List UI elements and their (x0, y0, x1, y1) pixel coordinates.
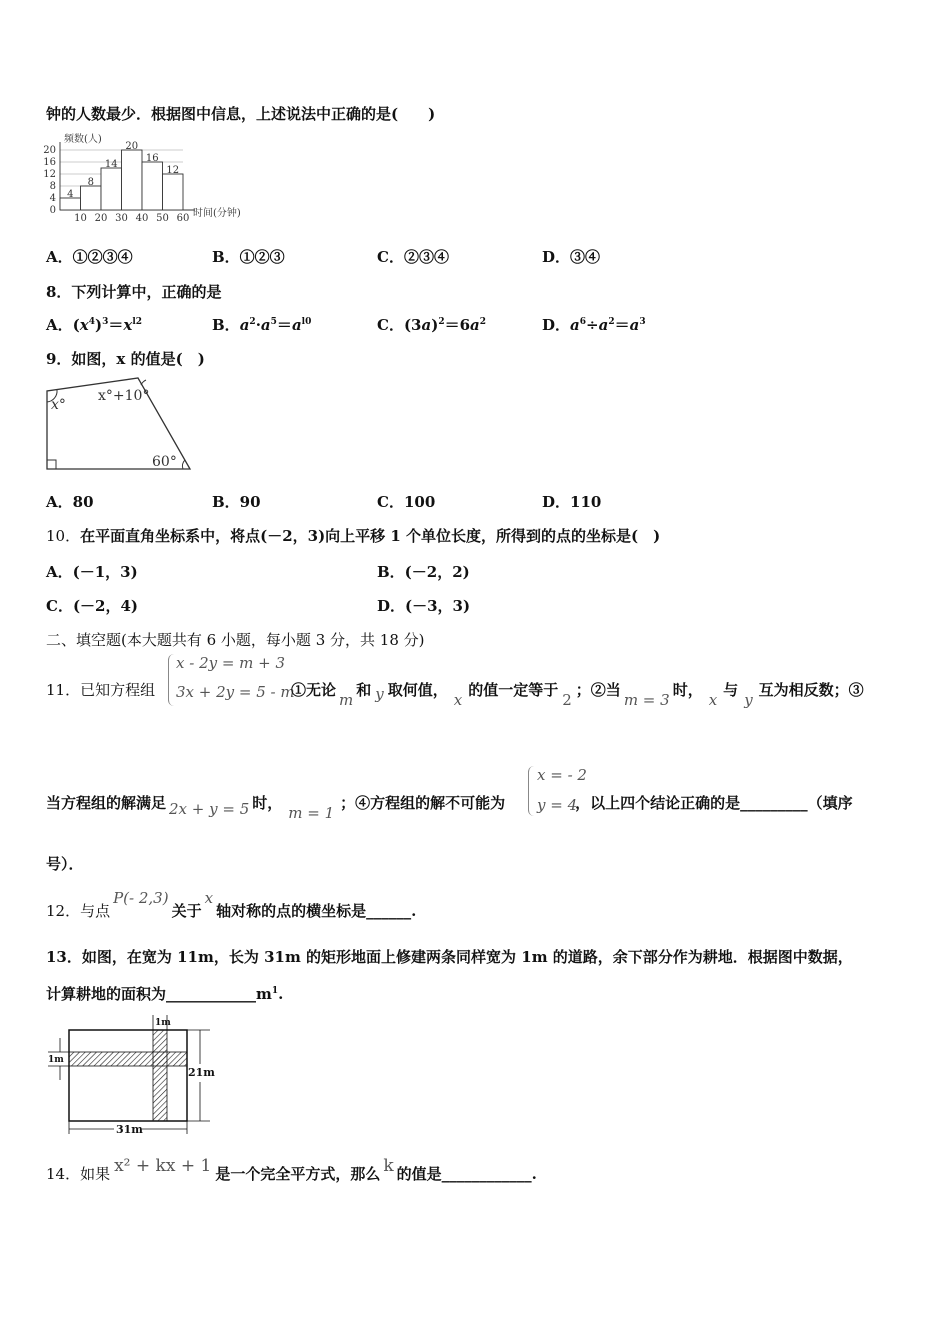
fig-bottom-label: 31m (116, 1123, 143, 1136)
q9-option-b[interactable]: B．90 (212, 493, 261, 511)
q11-line-1 (291, 679, 864, 709)
q7-option-d[interactable]: D．③④ (542, 248, 601, 266)
q12-x-axis: x (204, 889, 214, 907)
q11-t5: ；②当 (575, 681, 621, 699)
q11-t3: 取何值， (387, 681, 448, 699)
x-tick-30: 30 (115, 213, 128, 224)
q10-stem (46, 525, 660, 546)
q11-x: x (453, 691, 463, 709)
q11-solution-brace (528, 766, 535, 816)
x-axis-label: 时间(分钟) (193, 208, 241, 219)
q14-stem (46, 1156, 537, 1184)
angle-60-label: 60° (152, 454, 177, 470)
y-tick-8: 8 (49, 181, 56, 192)
y-tick-12: 12 (43, 169, 56, 180)
angle-x-label: x° (51, 397, 66, 413)
q7-option-c[interactable]: C．②③④ (377, 248, 449, 266)
q11-equation-2: 3x + 2y = 5 - m (176, 683, 295, 701)
q11-solution-x: x = - 2 (537, 766, 587, 784)
histogram-bar-2 (81, 186, 102, 210)
q8-option-b[interactable]: B．$a^2\cdot a^5=a^{l0}$ (212, 316, 312, 334)
q10-option-b[interactable]: B．(－2，2) (377, 563, 470, 581)
q8-option-b-prefix: B． (212, 316, 240, 334)
q8-option-d-prefix: D． (542, 316, 571, 334)
q11-solution-y: y = 4 (537, 796, 578, 814)
q14-b: 是一个完全平方式，那么 (215, 1165, 381, 1183)
q14-k: k (383, 1156, 394, 1176)
histogram-bar-3 (101, 168, 122, 210)
x-tick-20: 20 (94, 213, 108, 224)
fig-top-label: 1m (155, 1018, 171, 1028)
q11-t8: 互为相反数；③ (758, 681, 864, 699)
q11-number: 11．已知方程组 (46, 681, 156, 699)
y-tick-0: 0 (49, 205, 56, 216)
quadrilateral-figure (40, 372, 200, 477)
q11-2x-plus-y: 2x + y = 5 (169, 800, 250, 818)
q11-system-brace (168, 654, 175, 706)
q11-t7: 与 (723, 681, 739, 699)
q11-m-equals-3: m = 3 (623, 691, 670, 709)
q12-a: 12．与点 (46, 902, 111, 920)
fig-left-label: 1m (48, 1055, 64, 1065)
q14-c: 的值是____________. (396, 1165, 537, 1183)
q9-option-c[interactable]: C．100 (377, 493, 436, 511)
q12-point-p: P(- 2,3) (113, 889, 169, 907)
y-tick-16: 16 (43, 157, 56, 168)
field-road-figure (40, 1012, 220, 1137)
q11-two: 2 (562, 691, 572, 709)
q13-line-2 (46, 983, 283, 1004)
q11-t1: ①无论 (291, 681, 337, 699)
bar-label-2: 8 (87, 177, 94, 188)
q8-option-c-prefix: C． (377, 316, 404, 334)
bar-label-5: 16 (145, 153, 159, 164)
histogram-bar-6 (163, 174, 184, 210)
q8-option-d[interactable]: D．$a^6\div a^2=a^3$ (542, 316, 646, 334)
q10-option-a[interactable]: A．(－1，3) (46, 563, 138, 581)
y-tick-4: 4 (49, 193, 56, 204)
y-axis-label: 频数(人) (64, 134, 102, 145)
histogram-chart (40, 130, 255, 225)
q8-option-c[interactable]: C．$(3a)^2=6a^2$ (377, 316, 487, 334)
bar-label-3: 14 (104, 159, 118, 170)
q10-option-d[interactable]: D．(－3，3) (377, 597, 471, 615)
q10-text: 在平面直角坐标系中，将点(－2，3)向上平移 1 个单位长度，所得到的点的坐标是( ) (80, 527, 661, 545)
q12-c: 轴对称的点的横坐标是______. (216, 902, 417, 920)
q11-equation-1: x - 2y = m + 3 (176, 654, 286, 672)
q11-l2d: ，以上四个结论正确的是_________（填序 (575, 794, 853, 812)
q11-m-equals-1: m = 1 (288, 804, 335, 822)
q11-y: y (375, 685, 384, 703)
x-tick-50: 50 (156, 213, 169, 224)
y-tick-20: 20 (43, 145, 56, 156)
histogram-bar-4 (122, 150, 143, 210)
q11-line-3: 号）． (46, 855, 84, 873)
q7-stem-tail: 钟的人数最少．根据图中信息，上述说法中正确的是( ) (46, 105, 436, 123)
q11-t4: 的值一定等于 (468, 681, 559, 699)
q14-a: 14．如果 (46, 1165, 111, 1183)
q11-t2: 和 (356, 681, 372, 699)
bar-label-1: 4 (67, 189, 74, 200)
q11-l2a: 当方程组的解满足 (46, 794, 167, 812)
q12-stem (46, 889, 417, 921)
q11-l2b: 时， (252, 794, 283, 812)
q9-stem: 9．如图，x 的值是( ) (46, 350, 205, 368)
q13-l2a: 计算耕地的面积为____________m (46, 985, 272, 1003)
q13-line-1: 13．如图，在宽为 11m，长为 31m 的矩形地面上修建两条同样宽为 1m 的道路，余下部分作为耕地．根据图中数据， (46, 948, 853, 966)
q8-stem: 8．下列计算中，正确的是 (46, 283, 222, 301)
section-2-heading: 二、填空题(本大题共有 6 小题，每小题 3 分，共 18 分) (46, 631, 425, 649)
q11-m: m (339, 691, 354, 709)
q7-option-a[interactable]: A．①②③④ (46, 248, 133, 266)
q10-option-c[interactable]: C．(－2，4) (46, 597, 139, 615)
q8-option-a-prefix: A． (46, 316, 73, 334)
q11-l2c: ；④方程组的解不可能为 (340, 794, 506, 812)
q8-option-a[interactable]: A．$(x^4)^3=x^{l2}$ (46, 316, 142, 334)
q9-option-d[interactable]: D．110 (542, 493, 602, 511)
q12-b: 关于 (171, 902, 202, 920)
q13-l2b: . (278, 985, 284, 1003)
q14-expression: x² + kx + 1 (114, 1156, 212, 1176)
fig-right-label: 21m (188, 1066, 215, 1079)
histogram-bar-5 (142, 162, 163, 210)
q11-y2: y (744, 691, 753, 709)
angle-x10-label: x°+10° (98, 388, 150, 404)
q11-x2: x (708, 691, 718, 709)
q9-option-a[interactable]: A．80 (46, 493, 94, 511)
bar-label-4: 20 (125, 141, 139, 152)
q7-option-b[interactable]: B．①②③ (212, 248, 285, 266)
q11-t6: 时， (672, 681, 703, 699)
q10-number: 10． (46, 527, 81, 545)
x-tick-40: 40 (135, 213, 149, 224)
q13-l2sup: 1 (271, 986, 279, 996)
x-tick-60: 60 (176, 213, 190, 224)
q11-line-2 (46, 792, 853, 822)
x-tick-10: 10 (74, 213, 87, 224)
bar-label-6: 12 (166, 165, 180, 176)
